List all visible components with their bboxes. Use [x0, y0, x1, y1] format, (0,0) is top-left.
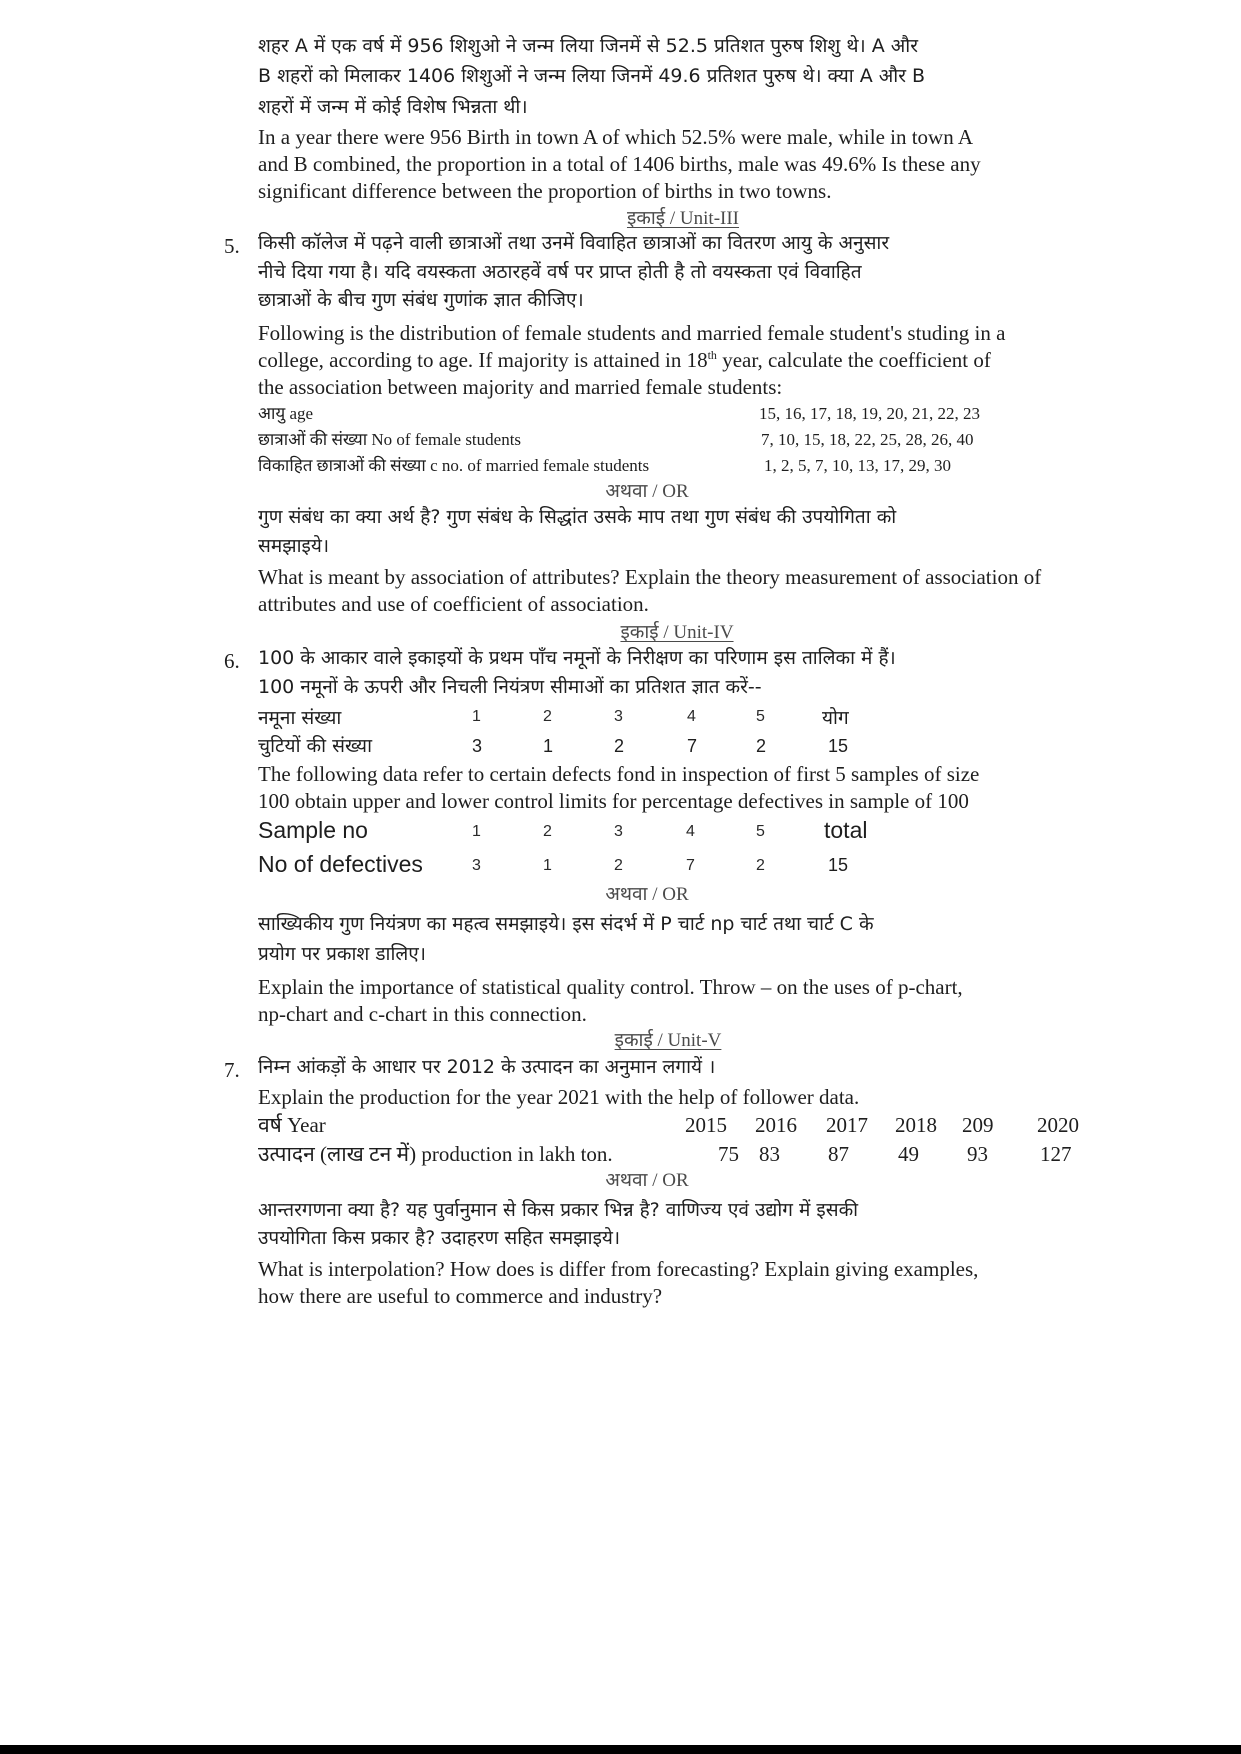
table-cell: 7 [687, 736, 698, 756]
q6-hindi-table-header [0, 709, 1241, 739]
table-cell: 93 [967, 1142, 988, 1166]
table-cell: 4 [686, 823, 695, 840]
unit-5-heading: इकाई / Unit-V [614, 1030, 722, 1051]
q5-table-label: छात्राओं की संख्या No of female students [258, 430, 522, 449]
table-cell: 2 [756, 857, 765, 874]
table-cell: 3 [614, 708, 623, 725]
q5-alt-english-line: attributes and use of coefficient of association. [258, 592, 649, 616]
table-cell: योग [822, 707, 849, 729]
q4-hindi-line: शहरों में जन्म में कोई विशेष भिन्नता थी। [258, 96, 528, 118]
table-cell: 3 [472, 736, 483, 756]
q6-alt-english-line: np-chart and c-chart in this connection. [258, 1002, 587, 1026]
q7-alt-english-line: What is interpolation? How does is differ from forecasting? Explain giving examples, [258, 1257, 979, 1281]
table-cell: 5 [756, 708, 765, 725]
table-cell: total [824, 817, 868, 843]
question-number: 6. [224, 649, 240, 673]
q7-hindi-line: निम्न आंकड़ों के आधार पर 2012 के उत्पादन का अनुमान लगायें । [258, 1056, 716, 1078]
q5-english-line: Following is the distribution of female students and married female student's studing in a [258, 321, 1006, 345]
table-cell: 87 [828, 1142, 849, 1166]
q6-english-line: 100 obtain upper and lower control limits for percentage defectives in sample of 100 [258, 789, 969, 813]
table-cell: 2015 [685, 1113, 727, 1137]
q5-english-text: college, according to age. If majority is attained in 18 [258, 348, 708, 372]
or-divider: अथवा / OR [605, 1170, 689, 1191]
q5-table-label: विकाहित छात्राओं की संख्या c no. of married female students [258, 456, 650, 475]
table-cell: 4 [687, 708, 696, 725]
q7-alt-hindi-line: आन्तरगणना क्या है? यह पुर्वानुमान से किस प्रकार भिन्न है? वाणिज्य एवं उद्योग में इसकी [258, 1199, 859, 1221]
table-cell: 2 [543, 708, 552, 725]
table-cell: 2 [614, 736, 625, 756]
q5-alt-hindi-line: गुण संबंध का क्या अर्थ है? गुण संबंध के सिद्धांत उसके माप तथा गुण संबंध की उपयोगिता को [258, 506, 897, 528]
or-divider: अथवा / OR [605, 884, 689, 905]
or-divider: अथवा / OR [605, 481, 689, 502]
question-number: 7. [224, 1058, 240, 1082]
unit-3-heading: इकाई / Unit-III [626, 208, 740, 229]
table-cell: 127 [1040, 1142, 1072, 1166]
table-cell: 2 [756, 736, 767, 756]
table-cell: 1 [472, 708, 481, 725]
table-row-label: नमूना संख्या [258, 707, 342, 729]
question-number: 5. [224, 234, 240, 258]
q7-alt-english-line: how there are useful to commerce and industry? [258, 1284, 663, 1308]
q4-hindi-line: B शहरों को मिलाकर 1406 शिशुओं ने जन्म लिया जिनमें 49.6 प्रतिशत पुरुष थे। क्या A और B [258, 65, 926, 87]
q6-english-line: The following data refer to certain defects fond in inspection of first 5 samples of size [258, 762, 980, 786]
table-row-label: Sample no [258, 817, 368, 843]
table-cell: 7 [686, 857, 695, 874]
q5-english-text: year, calculate the coefficient of [716, 348, 991, 372]
q5-hindi-line: नीचे दिया गया है। यदि वयस्कता अठारहवें वर्ष पर प्राप्त होती है तो वयस्कता एवं विवाहित [258, 261, 862, 283]
table-cell: 2017 [826, 1113, 868, 1137]
scan-edge-bar [0, 1745, 1241, 1754]
q5-table-label: आयु age [258, 404, 314, 423]
table-cell: 2018 [895, 1113, 937, 1137]
ordinal-superscript: th [707, 348, 717, 362]
q5-english-line [258, 350, 991, 371]
q4-hindi-line: शहर A में एक वर्ष में 956 शिशुओ ने जन्म लिया जिनमें से 52.5 प्रतिशत पुरुष शिशु थे। A और [258, 35, 918, 57]
q5-table-values: 1, 2, 5, 7, 10, 13, 17, 29, 30 [764, 456, 951, 475]
table-cell: 75 [718, 1142, 739, 1166]
q6-hindi-line: 100 नमूनों के ऊपरी और निचली नियंत्रण सीमाओं का प्रतिशत ज्ञात करें-- [258, 676, 762, 698]
q7-english-line: Explain the production for the year 2021 with the help of follower data. [258, 1085, 860, 1109]
table-cell: 1 [543, 857, 552, 874]
table-row-label: वर्ष Year [258, 1113, 326, 1137]
q4-english-line: and B combined, the proportion in a total of 1406 births, male was 49.6% Is these any [258, 152, 981, 176]
table-cell: 2020 [1037, 1113, 1079, 1137]
q5-alt-hindi-line: समझाइये। [258, 535, 330, 557]
table-cell: 49 [898, 1142, 919, 1166]
table-cell: 209 [962, 1113, 994, 1137]
table-cell: 83 [759, 1142, 780, 1166]
table-cell: 5 [756, 823, 765, 840]
q4-english-line: In a year there were 956 Birth in town A of which 52.5% were male, while in town A [258, 125, 973, 149]
q5-table-values: 7, 10, 15, 18, 22, 25, 28, 26, 40 [761, 430, 974, 449]
q5-alt-english-line: What is meant by association of attributes? Explain the theory measurement of association of [258, 565, 1042, 589]
q6-english-table-header [0, 819, 1241, 849]
q6-hindi-line: 100 के आकार वाले इकाइयों के प्रथम पाँच नमूनों के निरीक्षण का परिणाम इस तालिका में हैं। [258, 647, 896, 669]
q5-hindi-line: किसी कॉलेज में पढ़ने वाली छात्राओं तथा उनमें विवाहित छात्राओं का वितरण आयु के अनुसार [258, 232, 890, 254]
table-cell: 2 [614, 857, 623, 874]
q7-year-row [0, 1115, 1241, 1145]
table-cell: 3 [472, 857, 481, 874]
table-cell: 2016 [755, 1113, 797, 1137]
q6-english-table-row [0, 853, 1241, 883]
table-cell: 1 [472, 823, 481, 840]
q5-english-line: the association between majority and married female students: [258, 375, 783, 399]
table-row-label: चुटियों की संख्या [258, 735, 372, 757]
q7-alt-hindi-line: उपयोगिता किस प्रकार है? उदाहरण सहित समझाइये। [258, 1227, 621, 1249]
table-cell: 15 [828, 855, 849, 875]
q6-alt-english-line: Explain the importance of statistical quality control. Throw – on the uses of p-chart, [258, 975, 963, 999]
unit-4-heading: इकाई / Unit-IV [620, 622, 734, 643]
table-cell: 15 [828, 736, 849, 756]
table-cell: 2 [543, 823, 552, 840]
q6-alt-hindi-line: प्रयोग पर प्रकाश डालिए। [258, 943, 426, 965]
q4-english-line: significant difference between the proportion of births in two towns. [258, 179, 832, 203]
table-cell: 3 [614, 823, 623, 840]
q5-hindi-line: छात्राओं के बीच गुण संबंध गुणांक ज्ञात कीजिए। [258, 289, 584, 311]
table-row-label: No of defectives [258, 851, 423, 877]
table-row-label: उत्पादन (लाख टन में) production in lakh ton. [258, 1142, 613, 1166]
q5-table-values: 15, 16, 17, 18, 19, 20, 21, 22, 23 [759, 404, 980, 423]
q6-alt-hindi-line: साख्यिकीय गुण नियंत्रण का महत्व समझाइये। इस संदर्भ में P चार्ट np चार्ट तथा चार्ट C के [258, 913, 874, 935]
table-cell: 1 [543, 736, 554, 756]
